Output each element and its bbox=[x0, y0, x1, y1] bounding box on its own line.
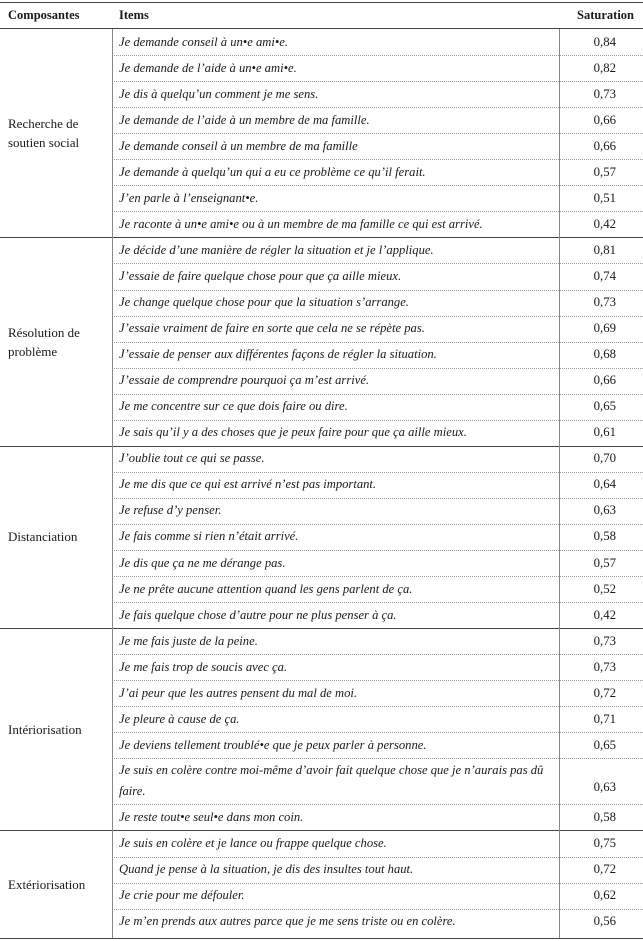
item-saturation: 0,58 bbox=[593, 529, 616, 544]
row-divider bbox=[112, 602, 643, 603]
table-bottom-rule bbox=[0, 938, 643, 939]
item-text: Je dis à quelqu’un comment je me sens. bbox=[119, 86, 319, 101]
row-divider bbox=[112, 909, 643, 910]
item-saturation: 0,82 bbox=[593, 60, 616, 75]
item-saturation: 0,73 bbox=[593, 633, 616, 648]
item-saturation: 0,71 bbox=[593, 711, 616, 726]
item-text: Je reste tout•e seul•e dans mon coin. bbox=[119, 809, 304, 824]
item-saturation: 0,63 bbox=[593, 503, 616, 518]
item-text: J’en parle à l’enseignant•e. bbox=[119, 190, 259, 205]
column-divider bbox=[112, 628, 113, 830]
column-divider bbox=[112, 830, 113, 938]
group-divider bbox=[0, 237, 643, 238]
component-label: Distanciation bbox=[8, 529, 78, 545]
row-divider bbox=[112, 290, 643, 291]
item-text: J’essaie de faire quelque chose pour que ça aille mieux. bbox=[119, 268, 402, 283]
item-saturation: 0,66 bbox=[593, 138, 616, 153]
item-text: Je m’en prends aux autres parce que je me sens triste ou en colère. bbox=[119, 914, 456, 929]
row-divider bbox=[112, 524, 643, 525]
item-saturation: 0,73 bbox=[593, 86, 616, 101]
item-text: Je demande de l’aide à un•e ami•e. bbox=[119, 60, 297, 75]
item-text: Quand je pense à la situation, je dis des insultes tout haut. bbox=[119, 862, 414, 877]
row-divider bbox=[112, 680, 643, 681]
row-divider bbox=[112, 732, 643, 733]
column-divider bbox=[112, 446, 113, 628]
row-divider bbox=[112, 133, 643, 134]
item-saturation: 0,81 bbox=[593, 242, 616, 257]
row-divider bbox=[112, 758, 643, 759]
item-saturation: 0,51 bbox=[593, 190, 616, 205]
item-saturation: 0,70 bbox=[593, 451, 616, 466]
item-saturation: 0,75 bbox=[593, 835, 616, 850]
row-divider bbox=[112, 159, 643, 160]
group-divider bbox=[0, 830, 643, 831]
header-components: Composantes bbox=[8, 8, 80, 22]
component-label: Extériorisation bbox=[8, 876, 86, 892]
column-divider bbox=[559, 446, 560, 628]
item-saturation: 0,72 bbox=[593, 685, 616, 700]
item-saturation: 0,42 bbox=[593, 607, 616, 622]
row-divider bbox=[112, 654, 643, 655]
column-divider bbox=[559, 29, 560, 237]
row-divider bbox=[112, 804, 643, 805]
item-text: Je demande conseil à un•e ami•e. bbox=[119, 34, 288, 49]
item-text: Je change quelque chose pour que la situation s’arrange. bbox=[119, 295, 409, 310]
component-label: Intériorisation bbox=[8, 721, 82, 737]
item-saturation: 0,61 bbox=[593, 425, 616, 440]
item-saturation: 0,68 bbox=[593, 347, 616, 362]
row-divider bbox=[112, 420, 643, 421]
row-divider bbox=[112, 342, 643, 343]
row-divider bbox=[112, 107, 643, 108]
item-saturation: 0,66 bbox=[593, 373, 616, 388]
item-text: Je me fais juste de la peine. bbox=[119, 633, 258, 648]
column-divider bbox=[112, 29, 113, 237]
item-text: Je suis en colère contre moi-même d’avoir fait quelque chose que je n’aurais pas dû faire. bbox=[119, 763, 544, 799]
row-divider bbox=[112, 55, 643, 56]
item-text: Je demande à quelqu’un qui a eu ce problème ce qu’il ferait. bbox=[119, 164, 426, 179]
item-text: Je raconte à un•e ami•e ou à un membre de ma famille ce qui est arrivé. bbox=[119, 216, 483, 231]
item-text: Je sais qu’il y a des choses que je peux faire pour que ça aille mieux. bbox=[119, 425, 467, 440]
item-text: J’essaie de penser aux différentes façons de régler la situation. bbox=[119, 347, 437, 362]
component-label: Recherche de soutien social bbox=[8, 116, 80, 151]
item-text: Je dis que ça ne me dérange pas. bbox=[119, 555, 286, 570]
row-divider bbox=[112, 81, 643, 82]
item-saturation: 0,52 bbox=[593, 581, 616, 596]
item-text: Je me fais trop de soucis avec ça. bbox=[119, 659, 288, 674]
item-saturation: 0,65 bbox=[593, 737, 616, 752]
item-saturation: 0,66 bbox=[593, 112, 616, 127]
item-saturation: 0,73 bbox=[593, 659, 616, 674]
group-divider bbox=[0, 446, 643, 447]
row-divider bbox=[112, 883, 643, 884]
item-saturation: 0,56 bbox=[593, 914, 616, 929]
row-divider bbox=[112, 263, 643, 264]
item-saturation: 0,57 bbox=[593, 555, 616, 570]
item-text: J’oublie tout ce qui se passe. bbox=[119, 451, 265, 466]
item-saturation: 0,73 bbox=[593, 295, 616, 310]
header-items: Items bbox=[119, 8, 149, 22]
header-bottom-rule bbox=[0, 28, 643, 29]
row-divider bbox=[112, 706, 643, 707]
item-text: J’essaie vraiment de faire en sorte que cela ne se répète pas. bbox=[119, 321, 425, 336]
row-divider bbox=[112, 185, 643, 186]
column-divider bbox=[559, 237, 560, 445]
header-saturation: Saturation bbox=[577, 8, 634, 22]
item-saturation: 0,63 bbox=[593, 779, 616, 794]
item-saturation: 0,64 bbox=[593, 477, 616, 492]
row-divider bbox=[112, 550, 643, 551]
row-divider bbox=[112, 394, 643, 395]
group-divider bbox=[0, 628, 643, 629]
item-text: Je deviens tellement troublé•e que je peux parler à personne. bbox=[119, 737, 427, 752]
row-divider bbox=[112, 472, 643, 473]
item-saturation: 0,62 bbox=[593, 888, 616, 903]
column-divider bbox=[112, 237, 113, 445]
component-label: Résolution de problème bbox=[8, 324, 80, 359]
item-text: Je demande conseil à un membre de ma famille bbox=[119, 138, 358, 153]
item-saturation: 0,65 bbox=[593, 399, 616, 414]
item-text: Je ne prête aucune attention quand les gens parlent de ça. bbox=[119, 581, 413, 596]
row-divider bbox=[112, 211, 643, 212]
item-text: Je me concentre sur ce que dois faire ou dire. bbox=[119, 399, 348, 414]
table-top-rule bbox=[0, 2, 643, 3]
item-text: Je me dis que ce qui est arrivé n’est pas important. bbox=[119, 477, 377, 492]
row-divider bbox=[112, 368, 643, 369]
item-saturation: 0,57 bbox=[593, 164, 616, 179]
item-text: Je fais quelque chose d’autre pour ne plus penser à ça. bbox=[119, 607, 397, 622]
row-divider bbox=[112, 316, 643, 317]
item-saturation: 0,69 bbox=[593, 321, 616, 336]
item-text: J’essaie de comprendre pourquoi ça m’est arrivé. bbox=[119, 373, 370, 388]
item-text: Je refuse d’y penser. bbox=[119, 503, 222, 518]
column-divider bbox=[559, 830, 560, 938]
item-text: Je décide d’une manière de régler la situation et je l’applique. bbox=[119, 242, 434, 257]
row-divider bbox=[112, 576, 643, 577]
column-divider bbox=[559, 628, 560, 830]
row-divider bbox=[112, 498, 643, 499]
row-divider bbox=[112, 857, 643, 858]
item-saturation: 0,74 bbox=[593, 268, 616, 283]
item-saturation: 0,84 bbox=[593, 34, 616, 49]
item-text: Je suis en colère et je lance ou frappe quelque chose. bbox=[119, 835, 387, 850]
item-text: Je fais comme si rien n’était arrivé. bbox=[119, 529, 299, 544]
item-text: J’ai peur que les autres pensent du mal de moi. bbox=[119, 685, 358, 700]
item-saturation: 0,42 bbox=[593, 216, 616, 231]
item-text: Je pleure à cause de ça. bbox=[119, 711, 240, 726]
item-text: Je crie pour me défouler. bbox=[119, 888, 245, 903]
item-saturation: 0,72 bbox=[593, 862, 616, 877]
item-saturation: 0,58 bbox=[593, 809, 616, 824]
item-text: Je demande de l’aide à un membre de ma famille. bbox=[119, 112, 370, 127]
